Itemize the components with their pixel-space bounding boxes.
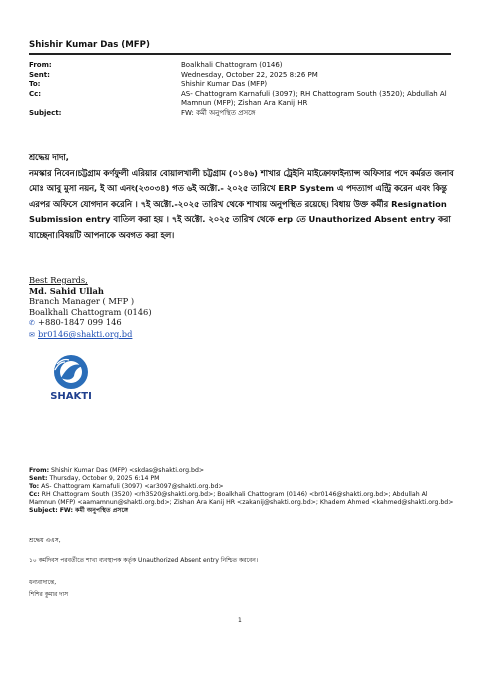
fwd-cc-row: Cc: RH Chattogram South (3520) <rh3520@shakti.org.bd>; Boalkhali Chattogram (0146) <br0146@shakti.org.bd>; Abdullah Al Mamnun (MFP) <aamamnun@shakti.org.bd>; Zishan Ara Kanij HR <zakanij@shakti.org.bd>; Khadem Ahmed <kahmed@shakti.org.bd>: [29, 491, 454, 507]
signature-email-line: [29, 329, 152, 341]
fwd-greeting: শ্রদ্ধেয় এএস,: [29, 537, 61, 544]
fwd-subject-row: Subject: FW: কর্মী অনুপস্থিত প্রসঙ্গে: [29, 507, 129, 515]
subject-row: [29, 109, 454, 119]
signature-title: Branch Manager ( MFP ): [29, 296, 135, 307]
subject-label: Subject:: [29, 108, 62, 117]
fwd-from-row: From: Shishir Kumar Das (MFP) <skdas@shakti.org.bd>: [29, 467, 205, 474]
logo-text: SHAKTI: [50, 391, 92, 402]
from-row: [29, 61, 454, 71]
forwarded-header: [29, 467, 454, 516]
fwd-sent-row: Sent: Thursday, October 9, 2025 6:14 PM: [29, 475, 160, 483]
cc-label: Cc:: [29, 89, 42, 98]
fwd-thanks: ধন্যবাদান্তে,: [29, 579, 57, 586]
sent-label: Sent:: [29, 70, 50, 79]
email-body: [29, 150, 454, 244]
signature-block: [29, 275, 152, 341]
signature-phone: +880-1847 099 146: [38, 317, 122, 328]
sent-row: [29, 71, 454, 81]
mail-icon: ✉: [29, 330, 35, 339]
fwd-to-row: To: AS- Chattogram Karnafuli (3097) <ar3097@shakti.org.bd>: [29, 483, 224, 491]
signature-branch: Boalkhali Chattogram (0146): [29, 306, 152, 317]
cc-value: AS- Chattogram Karnafuli (3097); RH Chattogram South (3520); Abdullah Al Mamnun (MFP); Zishan Ara Kanij HR: [181, 89, 447, 108]
sent-value: Wednesday, October 22, 2025 8:26 PM: [181, 70, 318, 79]
header-divider: [29, 53, 451, 55]
signature-phone-line: [29, 317, 152, 329]
body-paragraph: নমস্কার নিবেন।চট্টগ্রাম কর্ণফুলী এরিয়ার বোয়ালখালী চট্টগ্রাম (০১৪৬) শাখার ট্রেইনি মাইক্রোফাইন্যান্স অফিসার পদে কর্মরত জনাব মোঃ আবু মুসা নয়ন, ই আ এনং(২৩০৩৪) গত ৬ই অক্টো.- ২০২৫ তারিখে ERP System এ পদত্যাগ এন্ট্রি করেন এবং কিন্তু এরপর অফিসে যোগদান করেনি । ৭ই অক্টো.-২০২৫ তারিখ থেকে শাখায় অনুপস্থিত রয়েছে। বিধায় উক্ত কর্মীর Resignation Submission entry বাতিল করা হয় । ৭ই অক্টো. ২০২৫ তারিখ থেকে erp তে Unauthorized Absent entry করা যাচ্ছেনা।বিষয়টি আপনাকে অবগত করা হল।: [29, 167, 454, 240]
fwd-signoff: শিশির কুমার দাস: [29, 591, 69, 598]
fwd-to: AS- Chattogram Karnafuli (3097) <ar3097@shakti.org.bd>: [41, 483, 224, 491]
cc-row: [29, 90, 454, 109]
to-row: [29, 80, 454, 90]
shakti-logo: [41, 352, 101, 407]
fwd-line: ১০ কর্মদিবস পরবর্তীতে শাখা ব্যবস্থাপক কর্তৃক Unauthorized Absent entry নিশ্চিত করবেন।: [29, 557, 258, 564]
fwd-from: Shishir Kumar Das (MFP) <skdas@shakti.org.bd>: [51, 467, 205, 474]
to-value: Shishir Kumar Das (MFP): [181, 80, 268, 89]
sender-name: Shishir Kumar Das (MFP): [29, 40, 150, 50]
fwd-subject: FW: কর্মী অনুপস্থিত প্রসঙ্গে: [59, 507, 129, 515]
fwd-cc: RH Chattogram South (3520) <rh3520@shakti.org.bd>; Boalkhali Chattogram (0146) <br0146@shakti.org.bd>; Abdullah Al Mamnun (MFP) <aamamnun@shakti.org.bd>; Zishan Ara Kanij HR <zakanij@shakti.org.bd>; Khadem Ahmed <kahmed@shakti.org.bd>: [29, 491, 454, 507]
subject-value: FW: কর্মী অনুপস্থিত প্রসঙ্গে: [181, 108, 256, 117]
signature-regards: Best Regards,: [29, 275, 88, 285]
body-greeting: শ্রদ্ধেয় দাদা,: [29, 152, 69, 162]
from-value: Boalkhali Chattogram (0146): [181, 61, 283, 69]
from-label: From:: [29, 61, 52, 69]
page-number: 1: [238, 617, 242, 624]
phone-icon: ✆: [29, 319, 35, 328]
to-label: To:: [29, 80, 41, 89]
email-header: [29, 61, 454, 119]
signature-name: Md. Sahid Ullah: [29, 285, 104, 296]
fwd-sent: Thursday, October 9, 2025 6:14 PM: [49, 475, 160, 483]
signature-email-link[interactable]: br0146@shakti.org.bd: [38, 328, 133, 339]
